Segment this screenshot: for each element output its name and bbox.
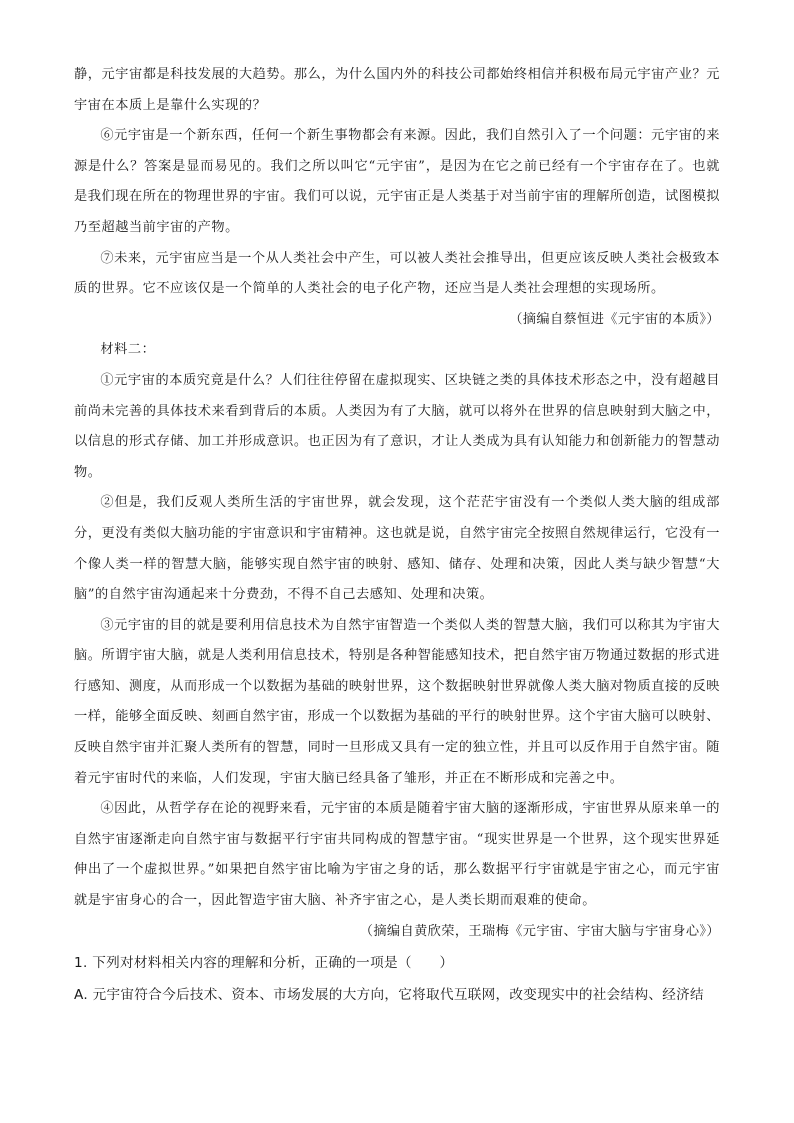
paragraph-continued: 静，元宇宙都是科技发展的大趋势。那么，为什么国内外的科技公司都始终相信并积极布局元宇宙产业？元宇宙在本质上是靠什么实现的？ <box>74 67 720 113</box>
question-stem: 1. 下列对材料相关内容的理解和分析，正确的一项是（ ） <box>74 955 454 972</box>
document-page <box>74 60 720 1011</box>
material2-paragraph-4: ④因此，从哲学存在论的视野来看，元宇宙的本质是随着宇宙大脑的逐渐形成，宇宙世界从原来单一的自然宇宙逐渐走向自然宇宙与数据平行宇宙共同构成的智慧宇宙。“现实世界是一个世界，这个现实世界延伸出了一个虚拟世界。”如果把自然宇宙比喻为宇宙之身的话，那么数据平行宇宙就是宇宙之心，而元宇宙就是宇宙身心的合一，因此智造宇宙大脑、补齐宇宙之心，是人类长期而艰难的使命。 <box>74 801 720 909</box>
material2-source: （摘编自黄欣荣，王瑞梅《元宇宙、宇宙大脑与宇宙身心》） <box>359 923 720 939</box>
material2-paragraph-1: ①元宇宙的本质究竟是什么？人们往往停留在虚拟现实、区块链之类的具体技术形态之中，没有超越目前尚未完善的具体技术来看到背后的本质。人类因为有了大脑，就可以将外在世界的信息映射到大脑之中，以信息的形式存储、加工并形成意识。也正因为有了意识，才让人类成为具有认知能力和创新能力的智慧动物。 <box>74 372 720 480</box>
material1-source: （摘编自蔡恒进《元宇宙的本质》） <box>509 311 720 327</box>
paragraph-7: ⑦未来，元宇宙应当是一个从人类社会中产生，可以被人类社会推导出，但更应该反映人类社会极致本质的世界。它不应该仅是一个简单的人类社会的电子化产物，还应当是人类社会理想的实现场所。 <box>74 250 720 297</box>
material2-label: 材料二： <box>100 342 156 358</box>
paragraph-6: ⑥元宇宙是一个新东西，任何一个新生事物都会有来源。因此，我们自然引入了一个问题：元宇宙的来源是什么？答案是显而易见的。我们之所以叫它“元宇宙”，是因为在它之前已经有一个宇宙存在了。也就是我们现在所在的物理世界的宇宙。我们可以说，元宇宙正是人类基于对当前宇宙的理解所创造，试图模拟乃至超越当前宇宙的产物。 <box>74 128 720 235</box>
question-option-a: A. 元宇宙符合今后技术、资本、市场发展的大方向，它将取代互联网，改变现实中的社会结构、经济结 <box>74 987 704 1004</box>
material2-paragraph-3: ③元宇宙的目的就是要利用信息技术为自然宇宙智造一个类似人类的智慧大脑，我们可以称其为宇宙大脑。所谓宇宙大脑，就是人类利用信息技术，特别是各种智能感知技术，把自然宇宙万物通过数据的形式进行感知、测度，从而形成一个以数据为基础的映射世界，这个数据映射世界就像人类大脑对物质直接的反映一样，能够全面反映、刻画自然宇宙，形成一个以数据为基础的平行的映射世界。这个宇宙大脑可以映射、反映自然宇宙并汇聚人类所有的智慧，同时一旦形成又具有一定的独立性，并且可以反作用于自然宇宙。随着元宇宙时代的来临，人们发现，宇宙大脑已经具备了雏形，并正在不断形成和完善之中。 <box>74 617 720 786</box>
material2-paragraph-2: ②但是，我们反观人类所生活的宇宙世界，就会发现，这个茫茫宇宙没有一个类似人类大脑的组成部分，更没有类似大脑功能的宇宙意识和宇宙精神。这也就是说，自然宇宙完全按照自然规律运行，它没有一个像人类一样的智慧大脑，能够实现自然宇宙的映射、感知、储存、处理和决策，因此人类与缺少智慧“大脑”的自然宇宙沟通起来十分费劲，不得不自己去感知、处理和决策。 <box>74 495 720 603</box>
